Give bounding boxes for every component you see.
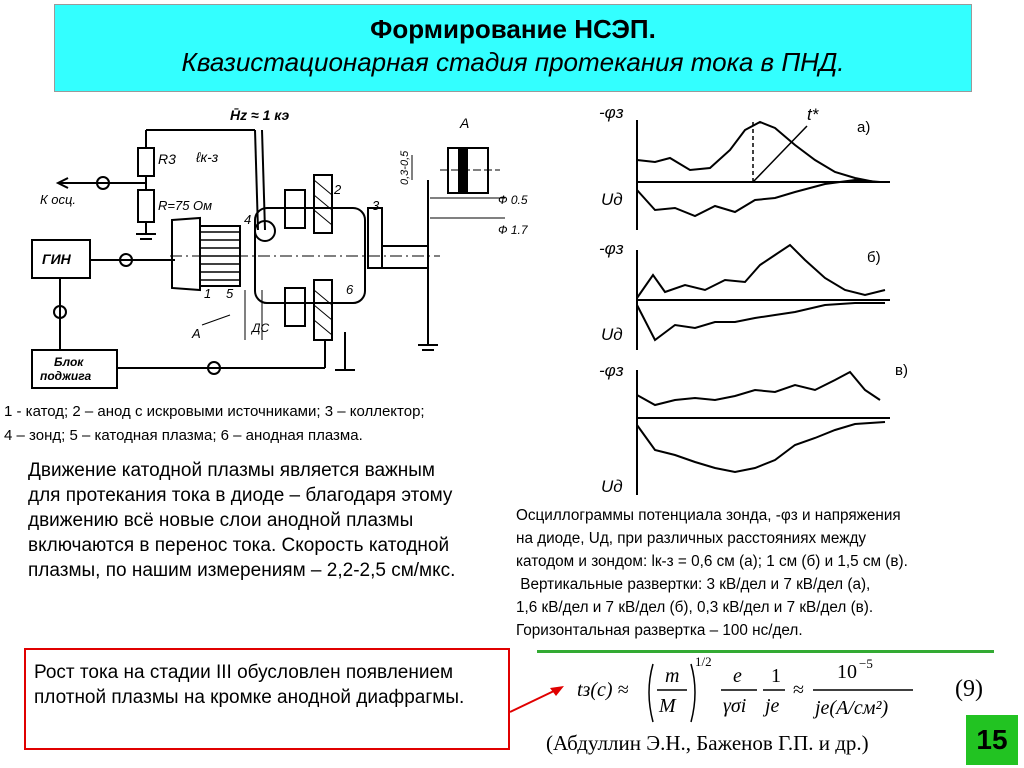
oscillograms (595, 100, 920, 500)
formula-je: je (765, 695, 780, 717)
formula-gamma: γσi (723, 695, 747, 717)
experiment-schematic (0, 100, 575, 400)
label-1: 1 (204, 286, 212, 301)
callout-arrow (508, 680, 568, 720)
slide-title: Формирование НСЭП. (370, 14, 656, 44)
body-paragraph: Движение катодной плазмы является важным для протекания тока в диоде – благодаря этому движению всё новые слои анодной плазмы включаются в перенос тока. Скорость катодной плазмы, по нашим измерениям – 2,2-2,5 см/мкс. (28, 460, 456, 581)
lkz-label: ℓк-з (196, 149, 219, 165)
gin-label: ГИН (42, 251, 71, 267)
slide-subtitle: Квазистационарная стадия протекания тока в ПНД. (181, 47, 845, 77)
collector (368, 208, 382, 268)
resistor-r3 (138, 148, 154, 176)
legend-line-2: 4 – зонд; 5 – катодная плазма; 6 – анодная плазма. (4, 427, 363, 444)
r75-label: R=75 Ом (158, 198, 213, 213)
callout-box: Рост тока на стадии III обусловлен появлением плотной плазмы на кромке анодной диафрагмы. (24, 648, 510, 750)
phi-label-c: -φз (599, 361, 624, 380)
formula-exp: 1/2 (695, 654, 712, 669)
formula-9 (575, 652, 920, 730)
diam-05: Ф 0.5 (498, 193, 528, 207)
osc-caption-line-4: Вертикальные развертки: 3 кВ/дел и 7 кВ/дел (а), (516, 576, 871, 593)
label-a: А (192, 326, 201, 341)
label-4: 4 (244, 212, 252, 227)
osc-caption-line-6: Горизонтальная развертка – 100 нс/дел. (516, 622, 803, 639)
label-5: 5 (226, 286, 234, 301)
to-osc-label: К осц. (40, 192, 77, 207)
legend-line-1: 1 - катод; 2 – анод с искровыми источниками; 3 – коллектор; (4, 403, 425, 420)
u-label-c: Uд (601, 477, 623, 496)
detail-a-label: А (460, 115, 470, 131)
title-banner (54, 4, 972, 92)
formula-lhs: tз(c) ≈ (577, 679, 629, 701)
formula-denom: je(A/см²) (815, 697, 889, 719)
label-ds: ДС (252, 321, 270, 335)
panel-c-label: в) (895, 362, 908, 379)
phi-label-b: -φз (599, 239, 624, 258)
formula-ten-exp: −5 (859, 656, 873, 671)
panel-a-label: а) (857, 119, 871, 136)
panel-b-label: б) (867, 249, 881, 266)
ignition-label-2: поджига (40, 369, 92, 383)
dim-vertical: 0,3-0,5 (399, 150, 411, 185)
formula-one: 1 (771, 665, 781, 687)
formula-m: m (665, 665, 680, 687)
u-label-a: Uд (601, 190, 623, 209)
resistor-r75 (138, 190, 154, 222)
diam-17: Ф 1.7 (498, 223, 528, 237)
formula-ten: 10 (837, 661, 857, 683)
osc-caption-line-1: Осциллограммы потенциала зонда, -φз и напряжения (516, 507, 901, 524)
label-3: 3 (372, 198, 380, 213)
osc-caption-line-5: 1,6 кВ/дел и 7 кВ/дел (б), 0,3 кВ/дел и 7 кВ/дел (в). (516, 599, 874, 616)
formula-approx: ≈ (793, 679, 804, 701)
phi-label-a: -φз (599, 103, 624, 122)
oscillogram-caption (516, 504, 1021, 642)
osc-caption-line-3: катодом и зондом: lк-з = 0,6 см (а); 1 см (б) и 1,5 см (в). (516, 553, 908, 570)
formula-M: M (659, 695, 676, 717)
u-label-b: Uд (601, 325, 623, 344)
h-field-label: H̄z ≈ 1 кэ (230, 107, 290, 123)
schematic-legend (4, 400, 574, 448)
osc-caption-line-2: на диоде, Uд, при различных расстояниях между (516, 530, 867, 547)
r3-label: R3 (158, 151, 176, 167)
page-number: 15 (966, 715, 1018, 765)
equation-number: (9) (955, 676, 983, 702)
t-star-label: t* (807, 105, 819, 124)
authors-citation: (Абдуллин Э.Н., Баженов Г.П. и др.) (546, 731, 869, 755)
formula-e: e (733, 665, 742, 687)
label-2: 2 (334, 182, 342, 197)
label-6: 6 (346, 282, 354, 297)
ignition-label-1: Блок (54, 355, 84, 369)
